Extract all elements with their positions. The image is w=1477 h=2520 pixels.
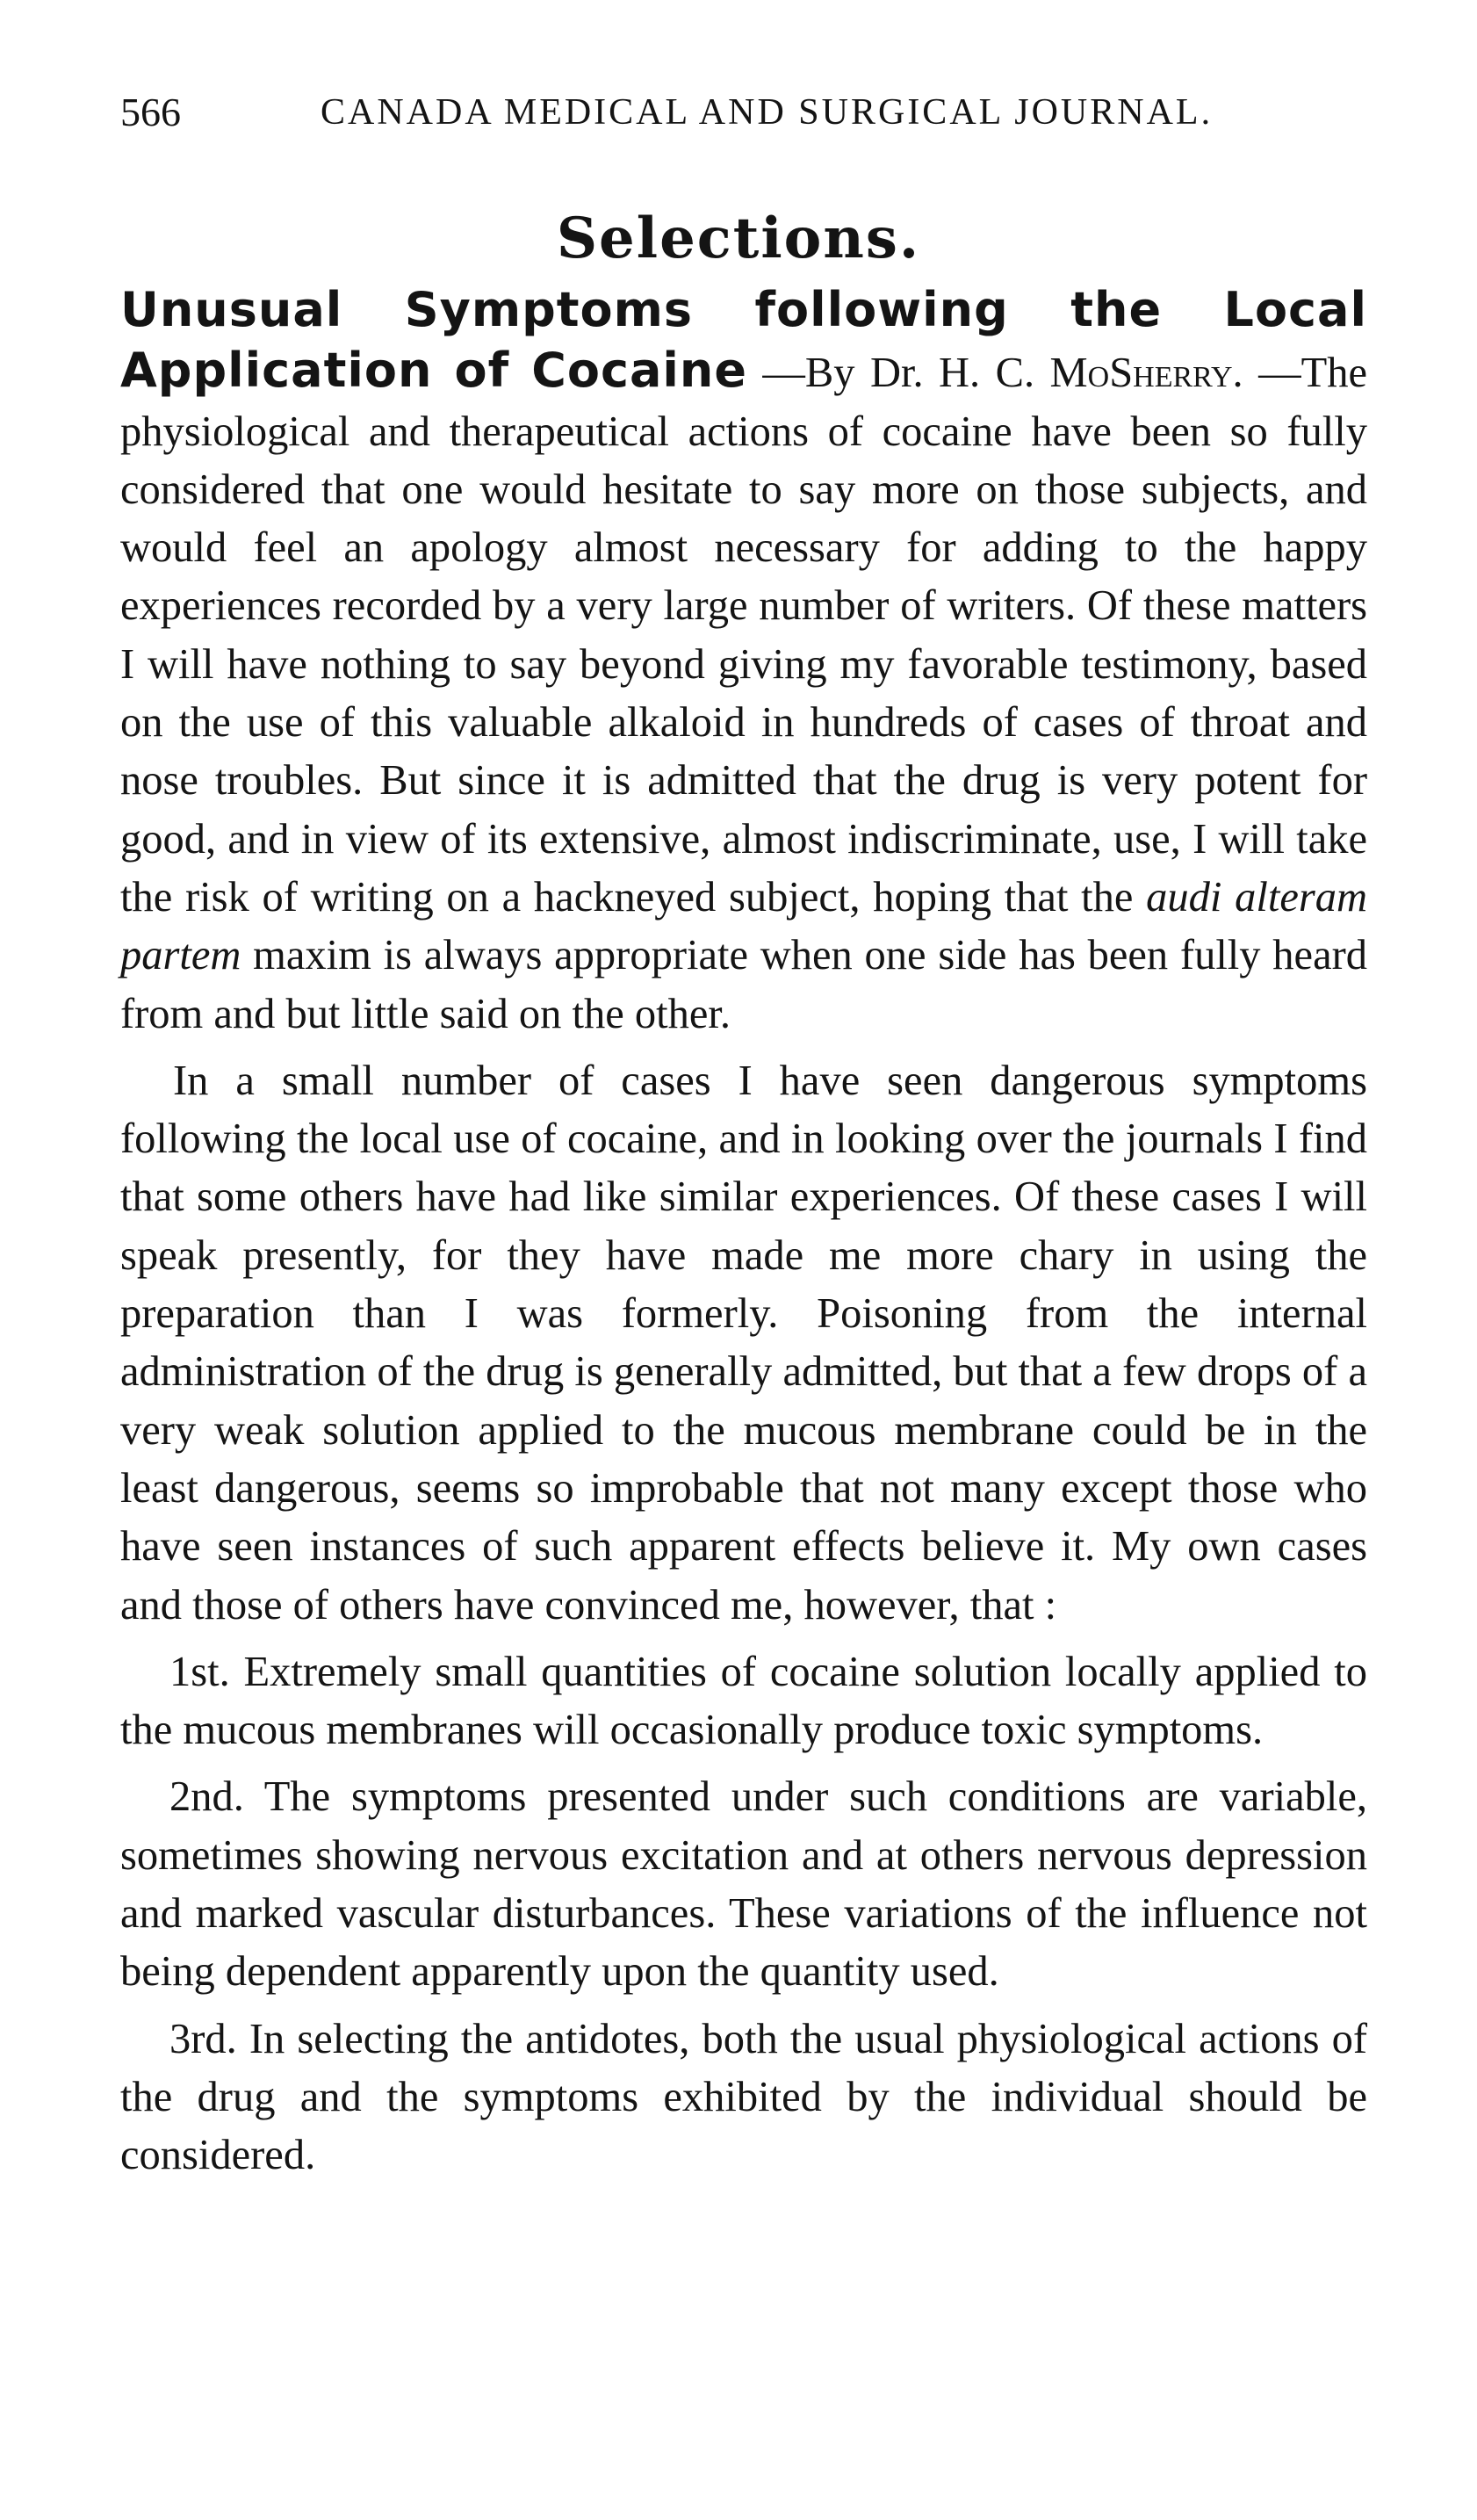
author-name: H. C. MoSherry. [939, 350, 1243, 397]
point-2: 2nd. The symptoms presented under such conditions are variable, sometimes showing nervous excitation and at others nervous depression and marked vascular disturbances. These variations of the influence not being dependent apparently upon the quantity used. [120, 1773, 1367, 1996]
article-body [120, 281, 1367, 2185]
point-3: 3rd. In selecting the antidotes, both the usual physiological actions of the drug and the symptoms exhibited by the individual should be considered. [120, 2015, 1367, 2179]
latin-maxim: audi alteram partem [120, 873, 1367, 979]
paragraph-1-end: maxim is always appropriate when one side has been fully heard from and but little said on the other. [120, 932, 1367, 1037]
article-title: Unusual Symptoms following the Local Application of Cocaine [120, 282, 1367, 399]
running-head [120, 86, 1367, 139]
paragraph-1-text: —The physiological and therapeutical actions of cocaine have been so fully considered that one would hesitate to say more on those subjects, and would feel an apology almost necessary for adding to the happy experiences recorded by a very large number of writers. Of these matters I will have nothing to say beyond giving my favorable testimony, based on the use of this valuable alkaloid in hundreds of cases of throat and nose troubles. But since it is admitted that the drug is very potent for good, and in view of its extensive, almost indiscriminate, use, I will take the risk of writing on a hackneyed subject, hoping that the [120, 350, 1367, 921]
author-line [747, 350, 1243, 396]
author-prefix: —By Dr. [747, 350, 940, 397]
page-number: 566 [120, 90, 181, 134]
section-heading: Selections. [556, 206, 921, 271]
article-opening-paragraph [120, 281, 1367, 1043]
paragraph-2: In a small number of cases I have seen dangerous symptoms following the local use of cocaine, and in looking over the journals I find that some others have had like similar experiences. Of these cases I will speak presently, for they have made me more chary in using the preparation than I was formerly. Poisoning from the internal administration of the drug is generally admitted, but that a few drops of a very weak solution applied to the mucous membrane could be in the least dangerous, seems so improbable that not many except those who have seen instances of such apparent effects believe it. My own cases and those of others have convinced me, however, that : [120, 1057, 1367, 1628]
point-1: 1st. Extremely small quantities of cocaine solution locally applied to the mucous membranes will occasionally produce toxic symptoms. [120, 1648, 1367, 1754]
journal-title: CANADA MEDICAL AND SURGICAL JOURNAL. [321, 92, 1214, 133]
